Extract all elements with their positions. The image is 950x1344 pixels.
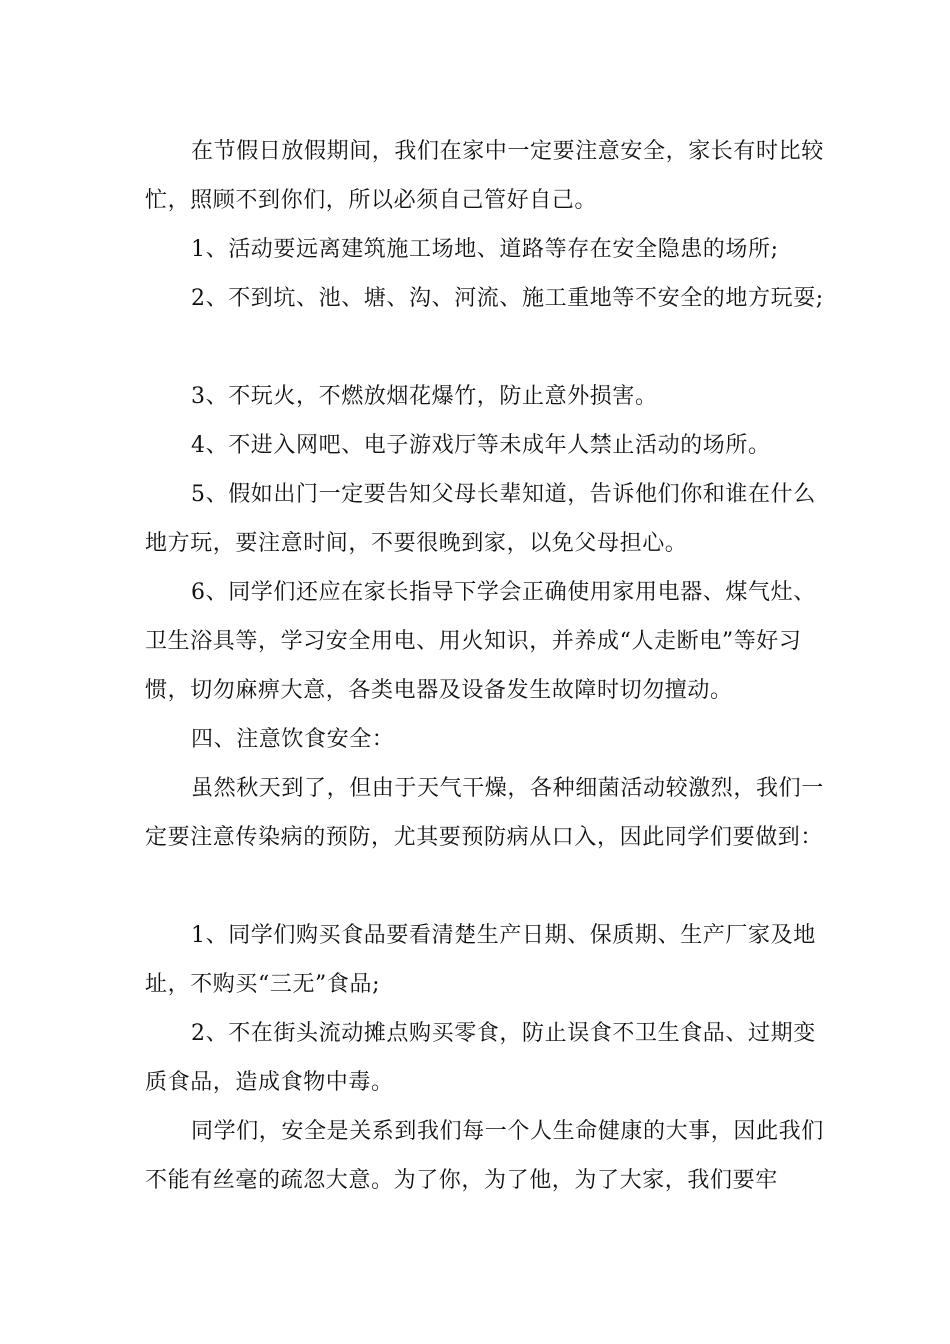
paragraph-food-item-2: 2、不在街头流动摊点购买零食，防止误食不卫生食品、过期变质食品，造成食物中毒。	[145, 1021, 816, 1095]
paragraph-item-2: 2、不到坑、池、塘、沟、河流、施工重地等不安全的地方玩耍;	[191, 286, 824, 311]
paragraph-item-3: 3、不玩火，不燃放烟花爆竹，防止意外损害。	[191, 384, 658, 409]
paragraph-intro: 在节假日放假期间，我们在家中一定要注意安全，家长有时比较忙，照顾不到你们，所以必须自己管好自己。	[145, 139, 824, 213]
paragraph-item-1: 1、活动要远离建筑施工场地、道路等存在安全隐患的场所;	[191, 237, 779, 262]
paragraph-conclusion: 同学们，安全是关系到我们每一个人生命健康的大事，因此我们不能有丝毫的疏忽大意。为了你，为了他，为了大家，我们要牢	[145, 1119, 824, 1193]
paragraph-item-6: 6、同学们还应在家长指导下学会正确使用家用电器、煤气灶、卫生浴具等，学习安全用电、用火知识，并养成“人走断电”等好习惯，切勿麻痹大意，各类电器及设备发生故障时切勿擅动。	[145, 580, 816, 703]
section-heading-food-safety: 四、注意饮食安全：	[191, 727, 395, 752]
paragraph-item-4: 4、不进入网吧、电子游戏厅等未成年人禁止活动的场所。	[191, 433, 771, 458]
paragraph-item-5: 5、假如出门一定要告知父母长辈知道，告诉他们你和谁在什么地方玩，要注意时间，不要很晚到家，以免父母担心。	[145, 482, 816, 556]
paragraph-food-intro: 虽然秋天到了，但由于天气干燥，各种细菌活动较激烈，我们一定要注意传染病的预防，尤其要预防病从口入，因此同学们要做到：	[145, 776, 824, 850]
paragraph-food-item-1: 1、同学们购买食品要看清楚生产日期、保质期、生产厂家及地址，不购买“三无”食品;	[145, 923, 816, 997]
